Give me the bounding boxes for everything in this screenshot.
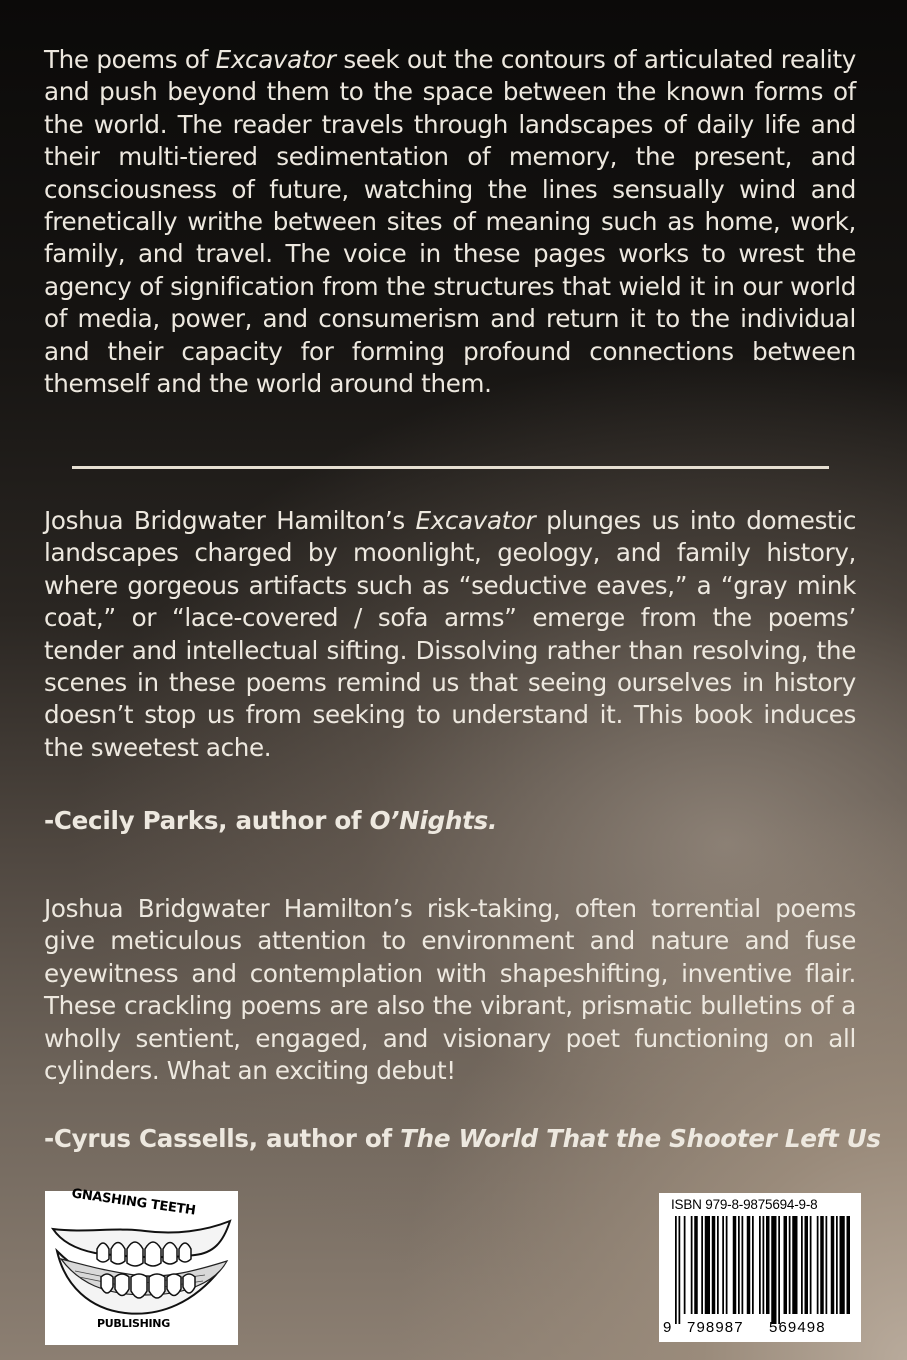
barcode-bar bbox=[701, 1216, 703, 1314]
book-title: Excavator bbox=[215, 45, 336, 74]
barcode-bar bbox=[733, 1216, 737, 1314]
barcode-bar bbox=[763, 1216, 765, 1314]
barcode-bar bbox=[789, 1216, 791, 1314]
book-description: The poems of Excavator seek out the contours of articulated reality and push beyond them to the space between the known forms of the world. The reader travels through landscapes of daily life and their multi-tiered sedimentation of memory, the present, and consciousness of future, watching the lines sensually wind and frenetically writhe between sites of meaning such as home, work, family, and travel. The voice in these pages works to wrest the agency of signification from the structures that wield it in our world of media, power, and consumerism and return it to the individual and their capacity for forming profound connections between themself and the world around them. bbox=[44, 45, 856, 399]
barcode-bar bbox=[840, 1216, 845, 1314]
publisher-name: GNASHING TEETH bbox=[70, 1186, 197, 1219]
barcode-bar bbox=[826, 1216, 828, 1314]
barcode-bars bbox=[671, 1216, 851, 1324]
barcode-bar bbox=[675, 1216, 677, 1324]
barcode-bar bbox=[801, 1216, 803, 1314]
barcode-bar bbox=[712, 1216, 716, 1314]
isbn-label: ISBN 979-8-9875694-9-8 bbox=[671, 1197, 818, 1212]
barcode-bar bbox=[810, 1216, 812, 1314]
barcode-bar bbox=[705, 1216, 710, 1314]
isbn-digit-first: 9 bbox=[663, 1319, 673, 1336]
publisher-subtitle: PUBLISHING bbox=[97, 1317, 170, 1330]
barcode-bar bbox=[759, 1216, 761, 1314]
section-divider bbox=[72, 466, 829, 469]
barcode-bar bbox=[717, 1216, 719, 1314]
review-attribution-2: -Cyrus Cassells, author of The World That the Shooter Left Us bbox=[44, 1124, 881, 1153]
barcode-bar bbox=[752, 1216, 754, 1314]
barcode-bar bbox=[792, 1216, 797, 1314]
barcode-bar bbox=[742, 1216, 744, 1314]
isbn-digits-right: 569498 bbox=[769, 1319, 826, 1336]
barcode-bar bbox=[747, 1216, 751, 1314]
barcode-bar bbox=[778, 1216, 780, 1324]
barcode-bar bbox=[847, 1216, 851, 1314]
barcode-bar bbox=[820, 1216, 824, 1314]
barcode-bar bbox=[726, 1216, 728, 1314]
review-quote-1: Joshua Bridgwater Hamilton’s Excavator plunges us into domestic landscapes charged by moonlight, geology, and family history, where gorgeous artifacts such as “seductive eaves,” a “gray mink coat,” or “lace-covered / sofa arms” emerge from the poems’ tender and intellectual sifting. Dissolving rather than resolving, the scenes in these poems remind us that seeing ourselves in history doesn’t stop us from seeking to understand it. This book induces the sweetest ache. bbox=[44, 506, 856, 762]
isbn-barcode bbox=[659, 1193, 861, 1342]
barcode-bar bbox=[805, 1216, 809, 1314]
barcode-bar bbox=[766, 1216, 770, 1314]
barcode-bar bbox=[738, 1216, 740, 1314]
isbn-digits-left: 798987 bbox=[687, 1319, 744, 1336]
barcode-bar bbox=[836, 1216, 838, 1314]
barcode-bar bbox=[784, 1216, 788, 1314]
review-attribution-1: -Cecily Parks, author of O’Nights. bbox=[44, 806, 497, 835]
barcode-bar bbox=[684, 1216, 686, 1314]
barcode-bar bbox=[691, 1216, 693, 1314]
review-quote-2: Joshua Bridgwater Hamilton’s risk-taking, often torrential poems give meticulous attention to environment and nature and fuse eyewitness and contemplation with shapeshifting, inventive flair. These crackling poems are also the vibrant, prismatic bulletins of a wholly sentient, engaged, and visionary poet functioning on all cylinders. What an exciting debut! bbox=[44, 894, 856, 1086]
barcode-bar bbox=[831, 1216, 835, 1314]
publisher-logo bbox=[45, 1186, 238, 1345]
barcode-bar bbox=[817, 1216, 819, 1314]
barcode-bar bbox=[694, 1216, 698, 1314]
barcode-bar bbox=[679, 1216, 681, 1324]
book-title: Excavator bbox=[415, 506, 536, 535]
barcode-bar bbox=[722, 1216, 724, 1314]
barcode-bar bbox=[771, 1216, 776, 1324]
